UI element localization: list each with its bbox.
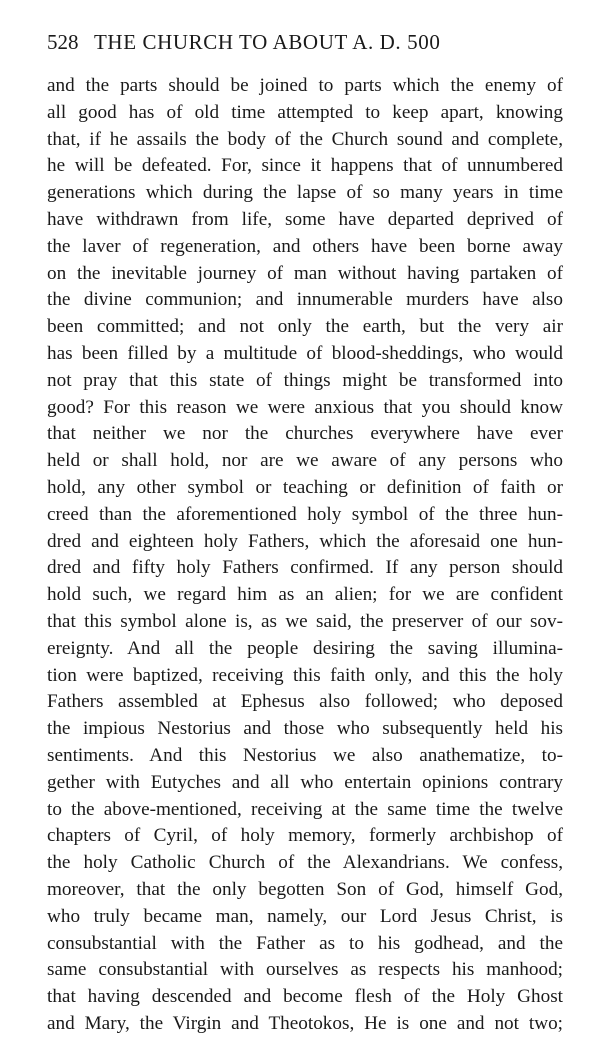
text-line bbox=[47, 636, 563, 663]
text-line bbox=[47, 663, 563, 690]
text-line bbox=[47, 234, 563, 261]
text-line-content: creed than the aforementioned holy symbol of the three hun- bbox=[47, 503, 563, 525]
text-line-content: the holy Catholic Church of the Alexandrians. We confess, bbox=[47, 852, 563, 874]
text-line bbox=[47, 502, 563, 529]
text-line bbox=[47, 207, 563, 234]
text-line bbox=[47, 100, 563, 127]
text-line-content: that this symbol alone is, as we said, the preserver of our sov- bbox=[47, 610, 563, 632]
text-line-content: hold such, we regard him as an alien; for we are confident bbox=[47, 584, 563, 606]
text-line-content: Fathers assembled at Ephesus also followed; who deposed bbox=[47, 691, 563, 713]
text-line bbox=[47, 421, 563, 448]
text-line-content: the divine communion; and innumerable murders have also bbox=[47, 289, 563, 311]
text-line bbox=[47, 261, 563, 288]
text-line-content: hold, any other symbol or teaching or definition of faith or bbox=[47, 476, 563, 498]
text-line-content: the laver of regeneration, and others have been borne away bbox=[47, 235, 563, 257]
text-line-content: that neither we nor the churches everywhere have ever bbox=[47, 423, 563, 445]
text-line bbox=[47, 314, 563, 341]
text-line bbox=[47, 582, 563, 609]
text-line-content: has been filled by a multitude of blood-sheddings, who would bbox=[47, 342, 563, 364]
text-line-content: sentiments. And this Nestorius we also anathematize, to- bbox=[47, 744, 563, 766]
text-line-content: not pray that this state of things might be transformed into bbox=[47, 369, 563, 391]
text-line bbox=[47, 448, 563, 475]
text-line bbox=[47, 555, 563, 582]
text-line bbox=[47, 850, 563, 877]
text-line bbox=[47, 716, 563, 743]
text-line bbox=[47, 529, 563, 556]
text-line bbox=[47, 475, 563, 502]
text-line-content: and the parts should be joined to parts which the enemy of bbox=[47, 75, 563, 96]
text-line bbox=[47, 823, 563, 850]
text-line-content: on the inevitable journey of man without having partaken of bbox=[47, 262, 563, 284]
text-line-content: have withdrawn from life, some have departed deprived of bbox=[47, 208, 563, 230]
text-line-content: same consubstantial with ourselves as respects his manhood; bbox=[47, 959, 563, 981]
text-line-content: dred and eighteen holy Fathers, which the aforesaid one hun- bbox=[47, 530, 563, 552]
text-line bbox=[47, 1011, 563, 1038]
text-line bbox=[47, 984, 563, 1011]
text-line bbox=[47, 770, 563, 797]
text-line-content: that, if he assails the body of the Church sound and complete, bbox=[47, 128, 563, 150]
text-line bbox=[47, 341, 563, 368]
text-line bbox=[47, 73, 563, 100]
text-line bbox=[47, 877, 563, 904]
text-line-content: to the above-mentioned, receiving at the same time the twelve bbox=[47, 798, 563, 820]
text-line-content: the impious Nestorius and those who subsequently held his bbox=[47, 718, 563, 740]
text-line bbox=[47, 609, 563, 636]
text-line bbox=[47, 153, 563, 180]
text-line-content: held or shall hold, nor are we aware of any persons who bbox=[47, 450, 563, 472]
text-line-content: and Mary, the Virgin and Theotokos, He is one and not two; bbox=[47, 1012, 563, 1034]
page-header bbox=[47, 30, 567, 58]
text-line bbox=[47, 931, 563, 958]
text-line-content: tion were baptized, receiving this faith only, and this the holy bbox=[47, 664, 563, 686]
text-line-content: been committed; and not only the earth, but the very air bbox=[47, 316, 563, 338]
text-line bbox=[47, 127, 563, 154]
text-line-content: he will be defeated. For, since it happens that of unnumbered bbox=[47, 155, 563, 177]
text-line-content: all good has of old time attempted to keep apart, knowing bbox=[47, 101, 563, 123]
body-text bbox=[47, 73, 563, 1038]
text-line-content: chapters of Cyril, of holy memory, formerly archbishop of bbox=[47, 825, 563, 847]
text-line bbox=[47, 395, 563, 422]
text-line bbox=[47, 180, 563, 207]
text-line bbox=[47, 689, 563, 716]
text-line bbox=[47, 368, 563, 395]
text-line-content: good? For this reason we were anxious that you should know bbox=[47, 396, 563, 418]
text-line bbox=[47, 904, 563, 931]
text-line-content: consubstantial with the Father as to his godhead, and the bbox=[47, 932, 563, 954]
text-line-content: moreover, that the only begotten Son of God, himself God, bbox=[47, 878, 563, 900]
text-line bbox=[47, 743, 563, 770]
text-line bbox=[47, 957, 563, 984]
running-title: THE CHURCH TO ABOUT A. D. 500 bbox=[94, 30, 441, 54]
text-line-content: dred and fifty holy Fathers confirmed. If any person should bbox=[47, 557, 563, 579]
text-line-content: gether with Eutyches and all who entertain opinions contrary bbox=[47, 771, 563, 793]
text-line-content: that having descended and become flesh of the Holy Ghost bbox=[47, 986, 563, 1008]
text-line-content: ereignty. And all the people desiring the saving illumina- bbox=[47, 637, 563, 659]
page-number: 528 bbox=[47, 30, 79, 54]
text-line bbox=[47, 797, 563, 824]
text-line-content: generations which during the lapse of so many years in time bbox=[47, 182, 563, 204]
text-line-content: who truly became man, namely, our Lord Jesus Christ, is bbox=[47, 905, 563, 927]
text-line bbox=[47, 287, 563, 314]
